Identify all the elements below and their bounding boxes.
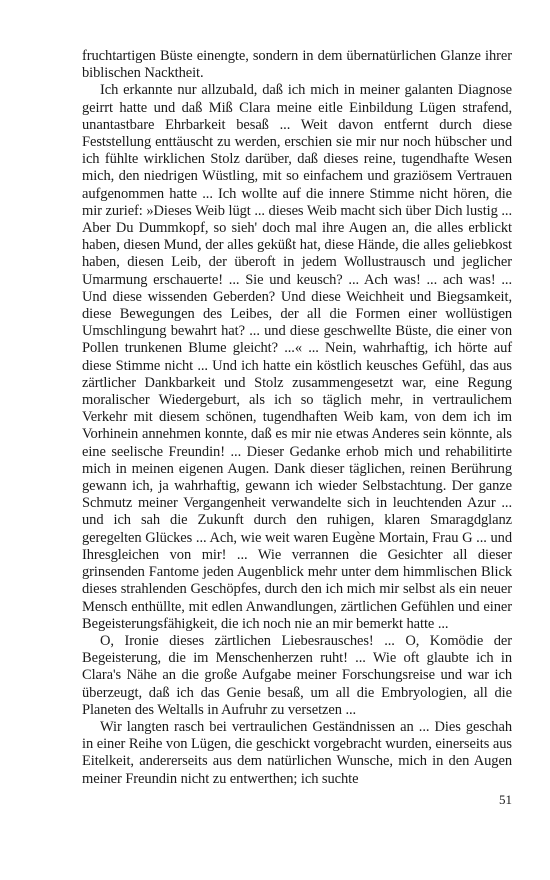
paragraph-3: O, Ironie dieses zärtlichen Liebesrausches! ... O, Komödie der Begeisterung, die im Menschenherzen ruht! ... Wie oft glaubte ich in Clara's Nähe an die große Aufgabe meiner Forschungsreise und war ich überzeugt, daß ich das Genie besaß, um all die Embryologien, all die Planeten des Weltalls in Aufruhr zu versetzen ... — [82, 632, 512, 718]
paragraph-2: Ich erkannte nur allzubald, daß ich mich in meiner galanten Diagnose geirrt hatte und daß Miß Clara meine eitle Einbildung Lügen strafend, unantastbare Ehrbarkeit besaß ... Weit davon entfernt durch diese Feststellung enttäuscht zu werden, erschien sie mir nur noch hübscher und ich fühlte wirklichen Stolz darüber, daß dieses reine, tugendhafte Wesen mich, den niedrigen Wüstling, mit so einfachem und graziösem Vertrauen aufgenommen hatte ... Ich wollte auf die innere Stimme nicht hören, die mir zurief: »Dieses Weib lügt ... dieses Weib macht sich über Dich lustig ... Aber Du Dummkopf, so sieh' doch mal ihre Augen an, die alles erblickt haben, diesen Mund, der alles geküßt hat, diese Hände, die alles geliebkost haben, diesen Leib, der überoft in jedem Wollustrausch und jeglicher Umarmung erschauerte! ... Sie und keusch? ... Ach was! ... ach was! ... Und diese wissenden Geberden? Und diese Weichheit und Biegsamkeit, diese Bewegungen des Leibes, der all die Formen einer wollüstigen Umschlingung bewahrt hat? ... und diese geschwellte Büste, die einer von Pollen trunkenen Blume gleicht? ...« ... Nein, wahrhaftig, ich hörte auf diese Stimme nicht ... Und ich hatte ein köstlich keusches Gefühl, das aus zärtlicher Dankbarkeit und Stolz zusammengesetzt war, eine Regung moralischer Wiedergeburt, als ich so täglich mehr, in vertraulichem Verkehr mit diesem schönen, tugendhaften Weib kam, von dem ich im Vorhinein annehmen konnte, daß es mir nie etwas Anderes sein könnte, als eine seelische Freundin! ... Dieser Gedanke erhob mich und rehabilitirte mich in meinen eigenen Augen. Dank dieser täglichen, reinen Berührung gewann ich, ja wahrhaftig, gewann ich wieder Selbstachtung. Der ganze Schmutz meiner Vergangenheit verwandelte sich in leuchtenden Azur ... und ich sah die Zukunft durch den ruhigen, klaren Smaragdglanz geregelten Glückes ... Ach, wie weit waren Eugène Mortain, Frau G ... und Ihresgleichen von mir! ... Wie verrannen die Gesichter all dieser grinsenden Fantome jeden Augenblick mehr unter dem himmlischen Blick dieses strahlenden Geschöpfes, durch den ich mich mir selbst als ein neuer Mensch enthüllte, mit edlen Anwandlungen, zärtlichen Gefühlen und einer Begeisterungsfähigkeit, die ich noch nie an mir bemerkt hatte ... — [82, 82, 512, 632]
paragraph-1: fruchtartigen Büste einengte, sondern in dem übernatürlichen Glanze ihrer biblischen Nacktheit. — [82, 48, 512, 82]
paragraph-4: Wir langten rasch bei vertraulichen Geständnissen an ... Dies geschah in einer Reihe von Lügen, die geschickt vorgebracht wurden, einerseits aus Eitelkeit, andererseits aus dem natürlichen Wunsche, mich in den Augen meiner Freundin nicht zu entwerthen; ich suchte — [82, 718, 512, 787]
body-text — [82, 48, 512, 788]
page-number: 51 — [499, 792, 512, 807]
